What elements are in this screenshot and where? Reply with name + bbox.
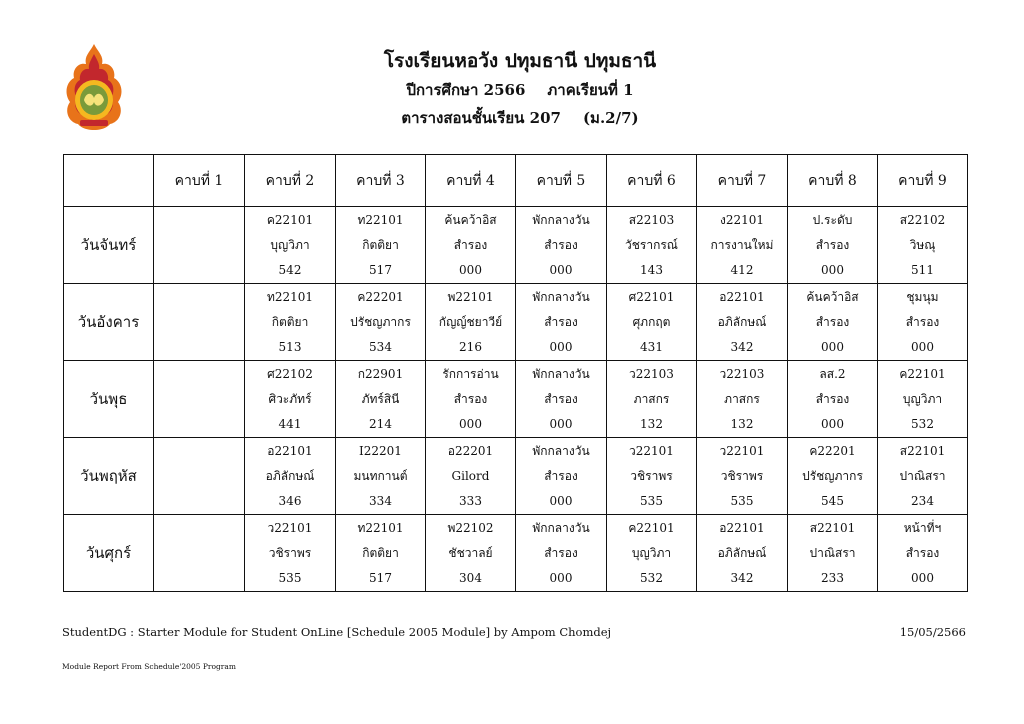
cell-room: 517 xyxy=(369,571,392,586)
cell-room: 216 xyxy=(459,340,482,355)
cell-teacher: วชิราพร xyxy=(720,468,764,483)
cell-subject: ท22101 xyxy=(357,520,404,535)
cell-content xyxy=(154,438,244,514)
cell-subject: ท22101 xyxy=(357,212,404,227)
day-row xyxy=(64,361,968,438)
cell-content xyxy=(336,284,425,360)
cell-teacher: สำรอง xyxy=(815,314,850,329)
day-row xyxy=(64,207,968,284)
cell-subject: พ22102 xyxy=(447,520,494,535)
cell-room: 000 xyxy=(549,340,573,355)
cell-subject: ชุมนุม xyxy=(906,289,939,304)
cell-content xyxy=(607,515,696,591)
period-header: คาบที่ 1 xyxy=(154,155,245,207)
cell-content xyxy=(336,361,425,437)
cell-teacher: วัชรากรณ์ xyxy=(625,237,678,252)
period-cell xyxy=(607,207,697,284)
cell-teacher: กิตติยา xyxy=(362,237,399,252)
period-cell xyxy=(516,207,607,284)
cell-room: 000 xyxy=(549,263,573,278)
period-cell xyxy=(154,207,245,284)
cell-subject: ว22101 xyxy=(629,443,674,458)
cell-room: 342 xyxy=(730,340,754,355)
cell-content xyxy=(788,515,877,591)
cell-teacher: ศุภกฤต xyxy=(632,314,671,329)
school-emblem-icon xyxy=(58,42,130,134)
cell-content xyxy=(516,438,606,514)
cell-subject: ส22101 xyxy=(809,520,856,535)
cell-teacher: ภัทร์สินี xyxy=(361,391,400,406)
period-cell xyxy=(788,515,878,592)
cell-content xyxy=(607,284,696,360)
schedule-table xyxy=(63,154,968,592)
corner-cell xyxy=(64,155,154,207)
cell-subject: ว22101 xyxy=(719,443,765,458)
cell-teacher: ปรัชญภากร xyxy=(350,314,411,329)
cell-subject: ศ22102 xyxy=(267,366,313,381)
cell-subject: อ22101 xyxy=(267,443,313,458)
cell-subject: พักกลางวัน xyxy=(532,212,590,227)
cell-subject: ง22101 xyxy=(719,212,765,227)
cell-teacher: สำรอง xyxy=(815,391,850,406)
cell-subject: ศ22101 xyxy=(628,289,675,304)
cell-teacher: ชัชวาลย์ xyxy=(448,545,493,560)
cell-content xyxy=(245,361,335,437)
period-cell xyxy=(154,515,245,592)
cell-content xyxy=(154,284,244,360)
cell-room: 000 xyxy=(549,494,573,509)
cell-subject: พักกลางวัน xyxy=(532,520,590,535)
period-cell xyxy=(154,361,245,438)
cell-content xyxy=(426,515,515,591)
cell-content xyxy=(878,361,967,437)
period-cell xyxy=(788,361,878,438)
period-cell xyxy=(878,438,968,515)
footer-credit: StudentDG : Starter Module for Student OnLine [Schedule 2005 Module] by Ampom Chomdej xyxy=(62,625,612,639)
cell-content xyxy=(426,207,515,283)
cell-room: 304 xyxy=(459,571,482,586)
period-cell xyxy=(697,207,788,284)
cell-room: 000 xyxy=(459,263,482,278)
cell-room: 000 xyxy=(821,263,844,278)
cell-room: 000 xyxy=(549,571,573,586)
cell-room: 000 xyxy=(911,340,934,355)
cell-teacher: สำรอง xyxy=(544,468,578,483)
cell-teacher: Gilord xyxy=(451,468,490,483)
schedule-title: ตารางสอนชั้นเรียน 207 xyxy=(401,109,561,127)
cell-subject: พักกลางวัน xyxy=(532,443,590,458)
academic-year-line xyxy=(300,76,740,104)
cell-teacher: สำรอง xyxy=(544,314,578,329)
cell-room: 000 xyxy=(549,417,573,432)
cell-subject: I22201 xyxy=(359,443,402,458)
period-cell xyxy=(516,284,607,361)
cell-content xyxy=(245,515,335,591)
cell-room: 513 xyxy=(278,340,302,355)
cell-teacher: สำรอง xyxy=(453,391,488,406)
period-cell xyxy=(788,438,878,515)
period-cell xyxy=(154,284,245,361)
cell-room: 214 xyxy=(369,417,392,432)
cell-room: 532 xyxy=(640,571,663,586)
cell-content xyxy=(607,438,696,514)
cell-room: 545 xyxy=(821,494,844,509)
cell-teacher: สำรอง xyxy=(905,545,940,560)
cell-content xyxy=(516,361,606,437)
cell-teacher: วิษณุ xyxy=(909,237,936,252)
cell-content xyxy=(697,361,787,437)
cell-room: 143 xyxy=(640,263,663,278)
cell-teacher: อภิลักษณ์ xyxy=(717,314,767,329)
cell-teacher: ปาณิสรา xyxy=(809,545,856,560)
cell-content xyxy=(426,361,515,437)
cell-teacher: มนทกานต์ xyxy=(353,468,408,483)
period-cell xyxy=(426,361,516,438)
period-header: คาบที่ 5 xyxy=(516,155,607,207)
period-cell xyxy=(697,361,788,438)
term: ภาคเรียนที่ 1 xyxy=(547,81,634,99)
cell-subject: ค22201 xyxy=(357,289,404,304)
cell-subject: ลส.2 xyxy=(819,366,846,381)
period-header: คาบที่ 6 xyxy=(607,155,697,207)
period-cell xyxy=(878,284,968,361)
cell-content xyxy=(245,207,335,283)
cell-content xyxy=(878,515,967,591)
cell-teacher: วชิราพร xyxy=(630,468,673,483)
cell-teacher: สำรอง xyxy=(453,237,488,252)
day-label: วันพฤหัส xyxy=(64,438,154,515)
period-cell xyxy=(788,207,878,284)
cell-subject: พักกลางวัน xyxy=(532,289,590,304)
cell-teacher: สำรอง xyxy=(544,391,578,406)
cell-room: 000 xyxy=(911,571,934,586)
cell-subject: ว22103 xyxy=(719,366,765,381)
cell-subject: ค้นคว้าอิส xyxy=(806,289,859,304)
cell-room: 535 xyxy=(640,494,663,509)
cell-subject: รักการอ่าน xyxy=(442,366,499,381)
day-label: วันศุกร์ xyxy=(64,515,154,592)
cell-room: 535 xyxy=(278,571,302,586)
cell-content xyxy=(788,361,877,437)
cell-room: 132 xyxy=(730,417,754,432)
cell-teacher: อภิลักษณ์ xyxy=(717,545,767,560)
period-header: คาบที่ 8 xyxy=(788,155,878,207)
day-label: วันพุธ xyxy=(64,361,154,438)
cell-subject: หน้าที่ฯ xyxy=(903,520,942,535)
period-cell xyxy=(516,361,607,438)
cell-teacher: อภิลักษณ์ xyxy=(265,468,315,483)
period-header: คาบที่ 4 xyxy=(426,155,516,207)
academic-year: ปีการศึกษา 2566 xyxy=(406,81,526,99)
cell-subject: ป.ระดับ xyxy=(812,212,853,227)
class-code: (ม.2/7) xyxy=(582,109,639,127)
period-cell xyxy=(336,438,426,515)
cell-room: 535 xyxy=(730,494,754,509)
cell-subject: พักกลางวัน xyxy=(532,366,590,381)
day-label: วันจันทร์ xyxy=(64,207,154,284)
cell-subject: ท22101 xyxy=(266,289,314,304)
schedule-title-line xyxy=(300,104,740,132)
cell-content xyxy=(245,284,335,360)
cell-content xyxy=(878,438,967,514)
cell-teacher: สำรอง xyxy=(544,545,578,560)
cell-room: 511 xyxy=(911,263,934,278)
cell-content xyxy=(154,361,244,437)
cell-room: 234 xyxy=(911,494,934,509)
cell-room: 233 xyxy=(821,571,844,586)
period-cell xyxy=(336,515,426,592)
cell-teacher: สำรอง xyxy=(544,237,578,252)
cell-room: 000 xyxy=(821,417,844,432)
cell-content xyxy=(607,207,696,283)
print-date: 15/05/2566 xyxy=(899,625,966,639)
period-cell xyxy=(154,438,245,515)
cell-room: 412 xyxy=(730,263,754,278)
period-cell xyxy=(697,438,788,515)
cell-subject: ส22101 xyxy=(899,443,946,458)
cell-content xyxy=(516,515,606,591)
cell-room: 342 xyxy=(730,571,754,586)
period-cell xyxy=(607,515,697,592)
cell-teacher: กิตติยา xyxy=(271,314,309,329)
cell-teacher: การงานใหม่ xyxy=(710,237,774,252)
cell-subject: ค้นคว้าอิส xyxy=(444,212,497,227)
period-header: คาบที่ 2 xyxy=(245,155,336,207)
cell-subject: ว22101 xyxy=(267,520,313,535)
cell-subject: ค22101 xyxy=(266,212,314,227)
day-row xyxy=(64,284,968,361)
cell-content xyxy=(154,515,244,591)
period-cell xyxy=(336,284,426,361)
cell-room: 441 xyxy=(278,417,302,432)
cell-room: 431 xyxy=(640,340,663,355)
cell-content xyxy=(336,515,425,591)
cell-room: 532 xyxy=(911,417,934,432)
cell-content xyxy=(697,284,787,360)
cell-room: 346 xyxy=(278,494,302,509)
period-cell xyxy=(245,284,336,361)
period-cell xyxy=(607,284,697,361)
cell-teacher: วชิราพร xyxy=(268,545,312,560)
cell-room: 542 xyxy=(278,263,302,278)
cell-room: 334 xyxy=(369,494,392,509)
cell-teacher: ปรัชญภากร xyxy=(802,468,863,483)
cell-content xyxy=(516,284,606,360)
cell-room: 000 xyxy=(821,340,844,355)
cell-room: 517 xyxy=(369,263,392,278)
day-label: วันอังคาร xyxy=(64,284,154,361)
period-cell xyxy=(426,284,516,361)
cell-teacher: ปาณิสรา xyxy=(899,468,946,483)
period-cell xyxy=(788,284,878,361)
cell-teacher: กัญญ์ชยาวีย์ xyxy=(438,314,503,329)
report-header xyxy=(300,46,740,132)
period-cell xyxy=(426,438,516,515)
period-cell xyxy=(245,438,336,515)
period-cell xyxy=(426,207,516,284)
cell-content xyxy=(697,438,787,514)
cell-room: 333 xyxy=(459,494,482,509)
cell-teacher: บุญวิภา xyxy=(631,545,672,560)
cell-content xyxy=(788,438,877,514)
cell-teacher: บุญวิภา xyxy=(902,391,943,406)
cell-content xyxy=(788,284,877,360)
day-row xyxy=(64,515,968,592)
cell-teacher: บุญวิภา xyxy=(270,237,310,252)
period-cell xyxy=(697,284,788,361)
cell-subject: ค22101 xyxy=(628,520,675,535)
cell-subject: อ22101 xyxy=(719,520,765,535)
period-header: คาบที่ 7 xyxy=(697,155,788,207)
footer-report: Module Report From Schedule'2005 Program xyxy=(62,662,236,671)
cell-subject: ค22201 xyxy=(809,443,856,458)
cell-content xyxy=(426,438,515,514)
cell-content xyxy=(154,207,244,283)
period-cell xyxy=(245,207,336,284)
cell-subject: ส22102 xyxy=(899,212,946,227)
cell-room: 534 xyxy=(369,340,392,355)
cell-teacher: ศิวะภัทร์ xyxy=(268,391,312,406)
cell-subject: ค22101 xyxy=(899,366,946,381)
cell-content xyxy=(516,207,606,283)
cell-content xyxy=(245,438,335,514)
cell-teacher: สำรอง xyxy=(815,237,850,252)
period-header: คาบที่ 9 xyxy=(878,155,968,207)
cell-subject: ก22901 xyxy=(357,366,404,381)
cell-content xyxy=(336,207,425,283)
period-cell xyxy=(516,515,607,592)
cell-room: 132 xyxy=(640,417,663,432)
cell-subject: พ22101 xyxy=(447,289,494,304)
cell-content xyxy=(878,207,967,283)
period-cell xyxy=(336,361,426,438)
cell-subject: อ22101 xyxy=(719,289,765,304)
cell-subject: ว22103 xyxy=(629,366,674,381)
cell-subject: อ22201 xyxy=(447,443,494,458)
cell-content xyxy=(426,284,515,360)
cell-content xyxy=(336,438,425,514)
period-header: คาบที่ 3 xyxy=(336,155,426,207)
period-cell xyxy=(245,515,336,592)
period-cell xyxy=(245,361,336,438)
cell-content xyxy=(878,284,967,360)
cell-teacher: สำรอง xyxy=(905,314,940,329)
period-cell xyxy=(516,438,607,515)
period-cell xyxy=(878,207,968,284)
period-cell xyxy=(878,515,968,592)
period-cell xyxy=(426,515,516,592)
cell-teacher: กิตติยา xyxy=(362,545,399,560)
cell-teacher: ภาสกร xyxy=(633,391,670,406)
period-cell xyxy=(607,361,697,438)
day-row xyxy=(64,438,968,515)
period-cell xyxy=(878,361,968,438)
period-cell xyxy=(697,515,788,592)
period-header-row xyxy=(64,155,968,207)
cell-content xyxy=(697,207,787,283)
period-cell xyxy=(336,207,426,284)
cell-content xyxy=(788,207,877,283)
period-cell xyxy=(607,438,697,515)
school-name: โรงเรียนหอวัง ปทุมธานี ปทุมธานี xyxy=(383,50,657,72)
cell-subject: ส22103 xyxy=(628,212,675,227)
cell-teacher: ภาสกร xyxy=(724,391,760,406)
cell-room: 000 xyxy=(459,417,482,432)
cell-content xyxy=(607,361,696,437)
cell-content xyxy=(697,515,787,591)
